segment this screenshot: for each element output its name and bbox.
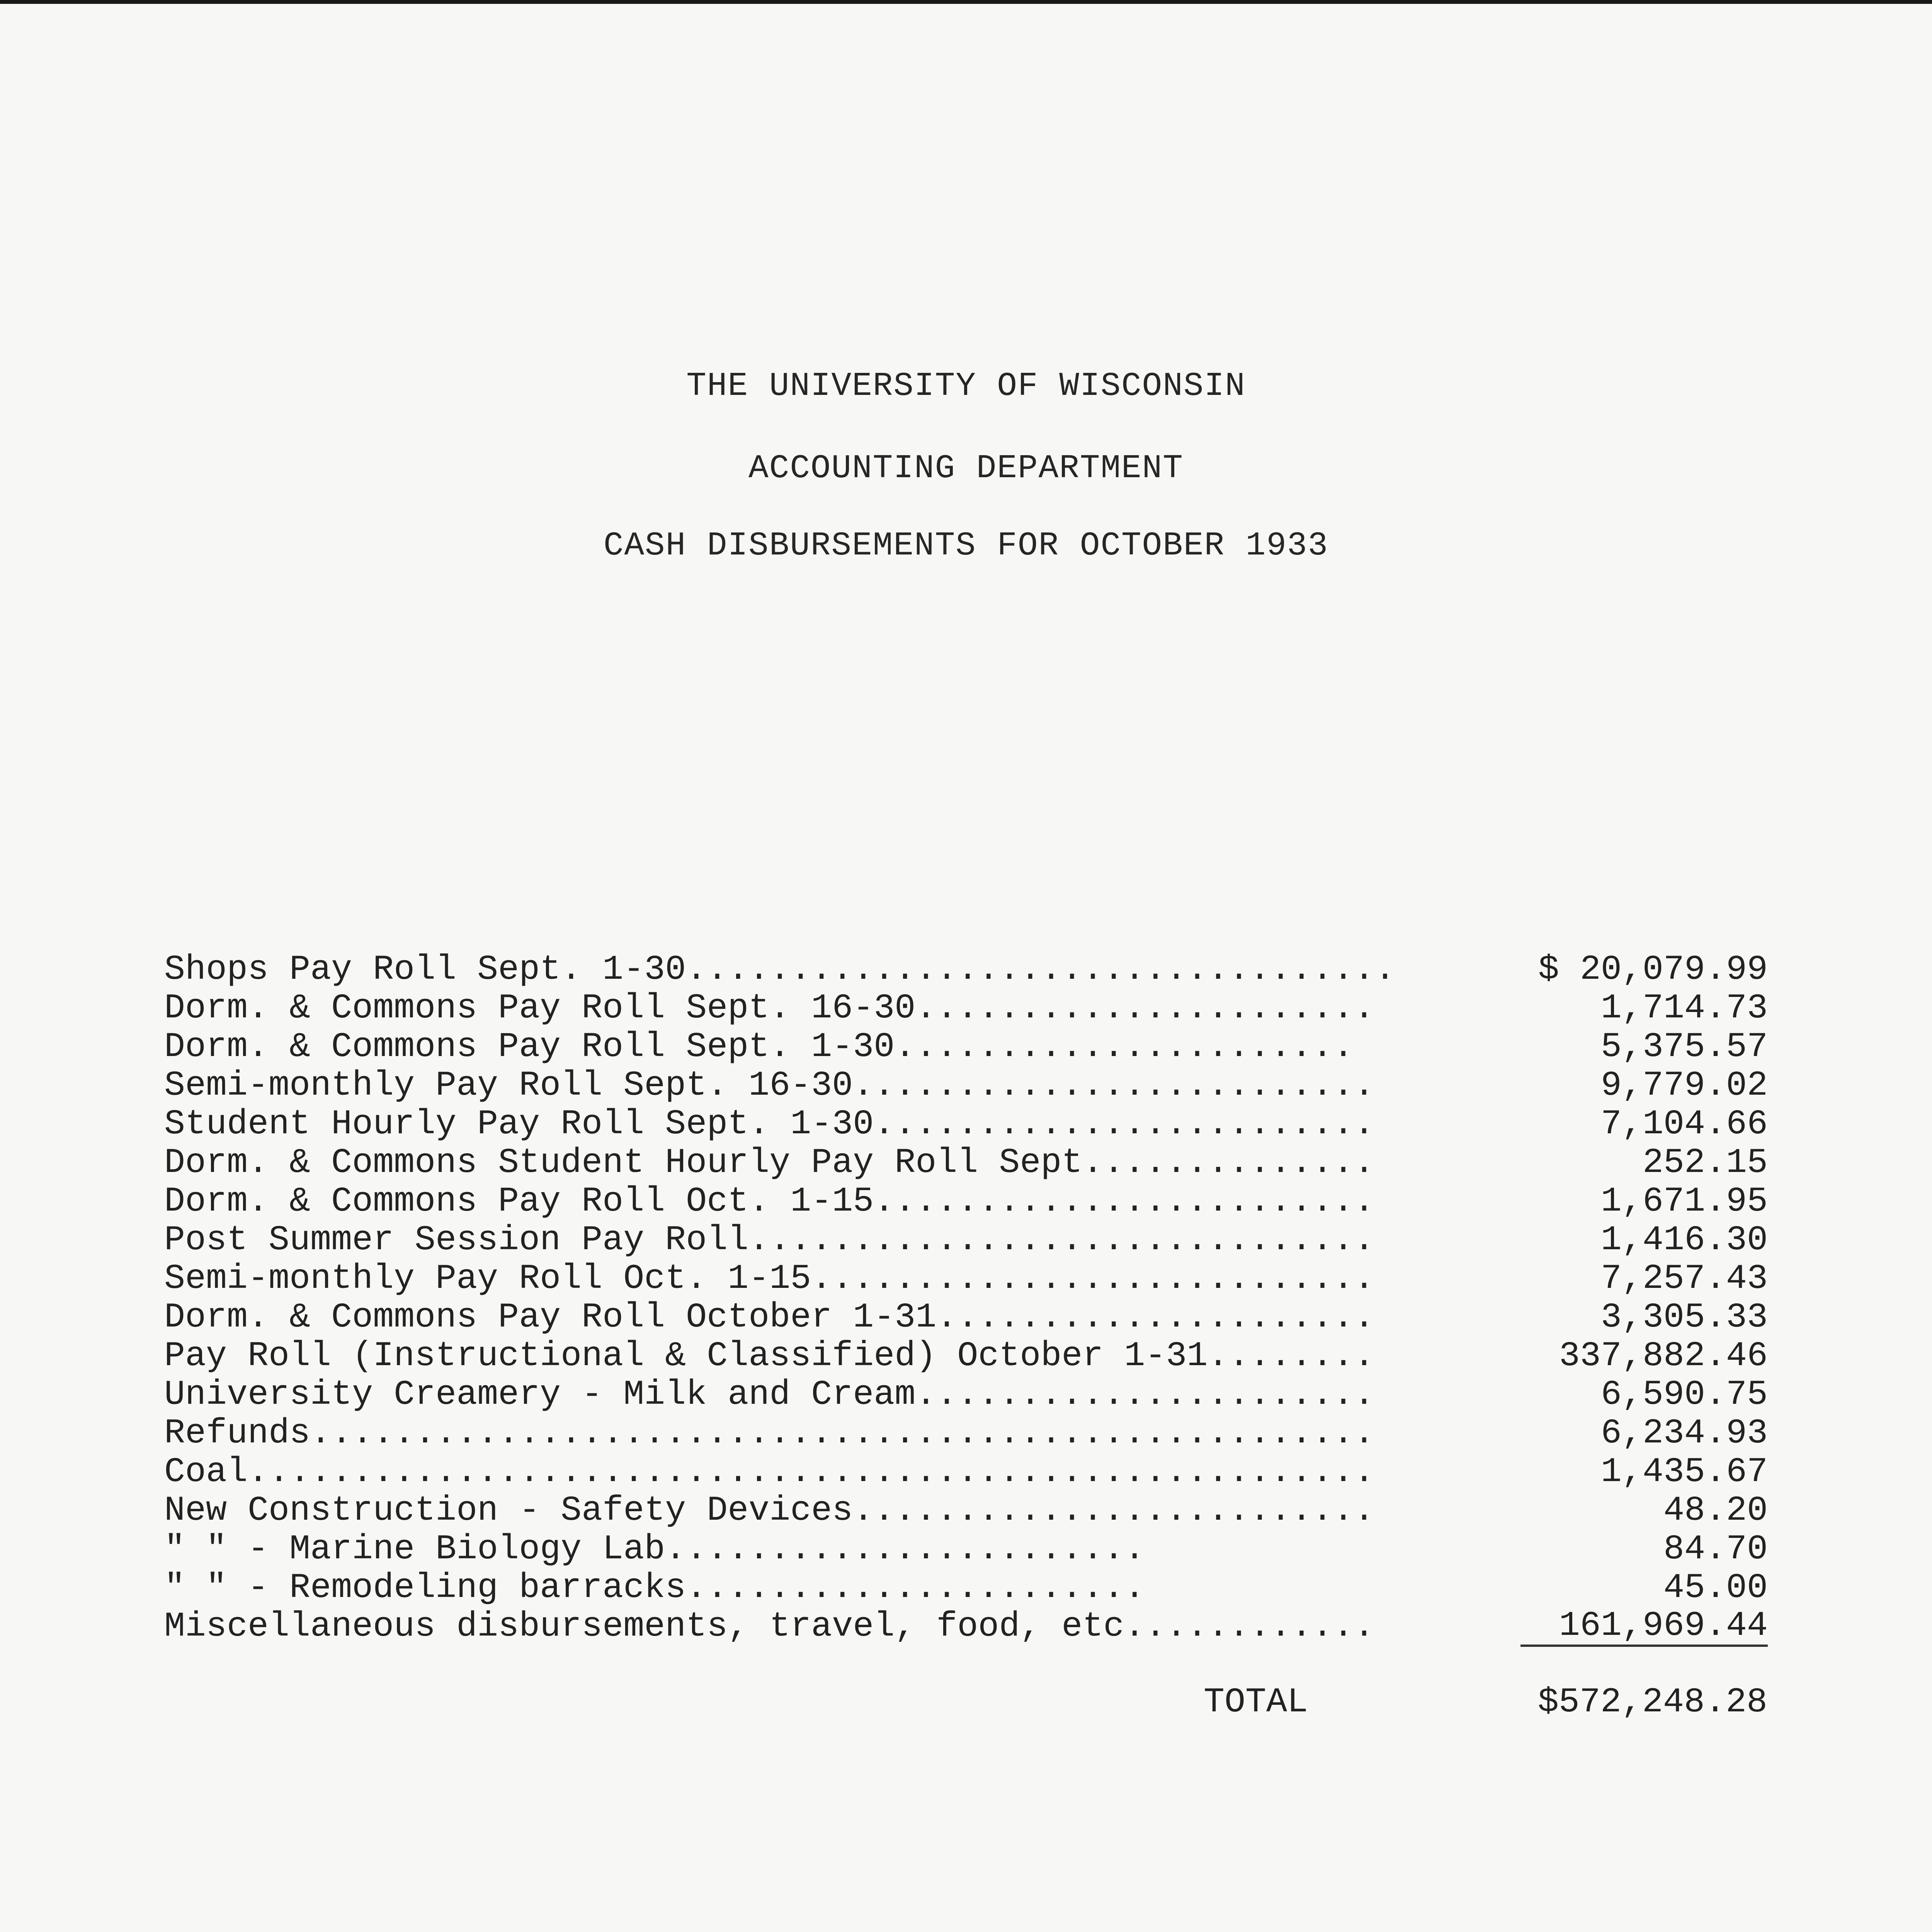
row-amount: 337,882.46	[1559, 1337, 1768, 1376]
row-description: Dorm. & Commons Pay Roll Sept. 1-30......................	[164, 1027, 1354, 1067]
ledger-row	[164, 1453, 1768, 1492]
row-amount: 161,969.44	[1520, 1607, 1768, 1647]
ledger-row	[164, 1376, 1768, 1414]
ledger-row	[164, 989, 1768, 1028]
row-description: Dorm. & Commons Student Hourly Pay Roll Sept..............	[164, 1143, 1375, 1183]
row-amount: 252.15	[1642, 1143, 1768, 1183]
row-description: " " - Marine Biology Lab.......................	[164, 1530, 1145, 1569]
row-amount: 6,234.93	[1600, 1414, 1768, 1453]
ledger-row	[164, 1105, 1768, 1144]
row-amount: 6,590.75	[1600, 1375, 1768, 1415]
ledger-row	[164, 1182, 1768, 1221]
row-description: Dorm. & Commons Pay Roll Oct. 1-15........................	[164, 1182, 1375, 1221]
ledger-row	[164, 1260, 1768, 1298]
ledger-row	[164, 951, 1768, 989]
ledger-row	[164, 1414, 1768, 1453]
row-description: Student Hourly Pay Roll Sept. 1-30........................	[164, 1105, 1375, 1144]
row-amount: 1,416.30	[1600, 1221, 1768, 1260]
row-description: New Construction - Safety Devices.........................	[164, 1491, 1375, 1531]
ledger-row	[164, 1337, 1768, 1376]
ledger-row	[164, 1298, 1768, 1337]
row-amount: 9,779.02	[1600, 1066, 1768, 1105]
row-description: Pay Roll (Instructional & Classified) October 1-31........	[164, 1337, 1375, 1376]
row-description: Dorm. & Commons Pay Roll Sept. 16-30......................	[164, 989, 1375, 1028]
row-amount: 1,714.73	[1600, 989, 1768, 1028]
row-description: University Creamery - Milk and Cream......................	[164, 1375, 1375, 1415]
total-amount: $572,248.28	[1537, 1683, 1767, 1722]
row-amount: 5,375.57	[1600, 1027, 1768, 1067]
row-description: Refunds...................................................	[164, 1414, 1375, 1453]
top-border	[0, 0, 1932, 4]
row-amount: 84.70	[1663, 1530, 1768, 1569]
disbursement-ledger	[164, 951, 1768, 1646]
ledger-row	[164, 1144, 1768, 1182]
row-description: Post Summer Session Pay Roll..............................	[164, 1221, 1375, 1260]
institution-heading: THE UNIVERSITY OF WISCONSIN	[686, 367, 1246, 405]
ledger-row	[164, 1530, 1768, 1569]
row-amount: 7,104.66	[1600, 1105, 1768, 1144]
ledger-row	[164, 1221, 1768, 1260]
row-amount: 3,305.33	[1600, 1298, 1768, 1337]
total-label: TOTAL	[1204, 1683, 1308, 1722]
row-description: Coal......................................................	[164, 1452, 1375, 1492]
row-description: Semi-monthly Pay Roll Oct. 1-15...........................	[164, 1259, 1375, 1299]
row-amount: 1,671.95	[1600, 1182, 1768, 1221]
row-amount: 48.20	[1663, 1491, 1768, 1531]
row-description: " " - Remodeling barracks......................	[164, 1568, 1145, 1608]
row-description: Dorm. & Commons Pay Roll October 1-31.....................	[164, 1298, 1375, 1337]
row-description: Semi-monthly Pay Roll Sept. 16-30.........................	[164, 1066, 1375, 1105]
ledger-row	[164, 1028, 1768, 1066]
ledger-row	[164, 1569, 1768, 1607]
ledger-row	[164, 1607, 1768, 1646]
row-amount: 45.00	[1663, 1568, 1768, 1608]
department-heading: ACCOUNTING DEPARTMENT	[748, 449, 1184, 487]
ledger-row	[164, 1492, 1768, 1530]
ledger-row	[164, 1066, 1768, 1105]
row-amount: 7,257.43	[1600, 1259, 1768, 1299]
row-description: Shops Pay Roll Sept. 1-30..................................	[164, 950, 1396, 990]
row-amount: 1,435.67	[1600, 1452, 1768, 1492]
row-description: Miscellaneous disbursements, travel, food, etc............	[164, 1607, 1375, 1646]
document-title: CASH DISBURSEMENTS FOR OCTOBER 1933	[603, 527, 1329, 565]
row-amount: $ 20,079.99	[1538, 950, 1768, 990]
